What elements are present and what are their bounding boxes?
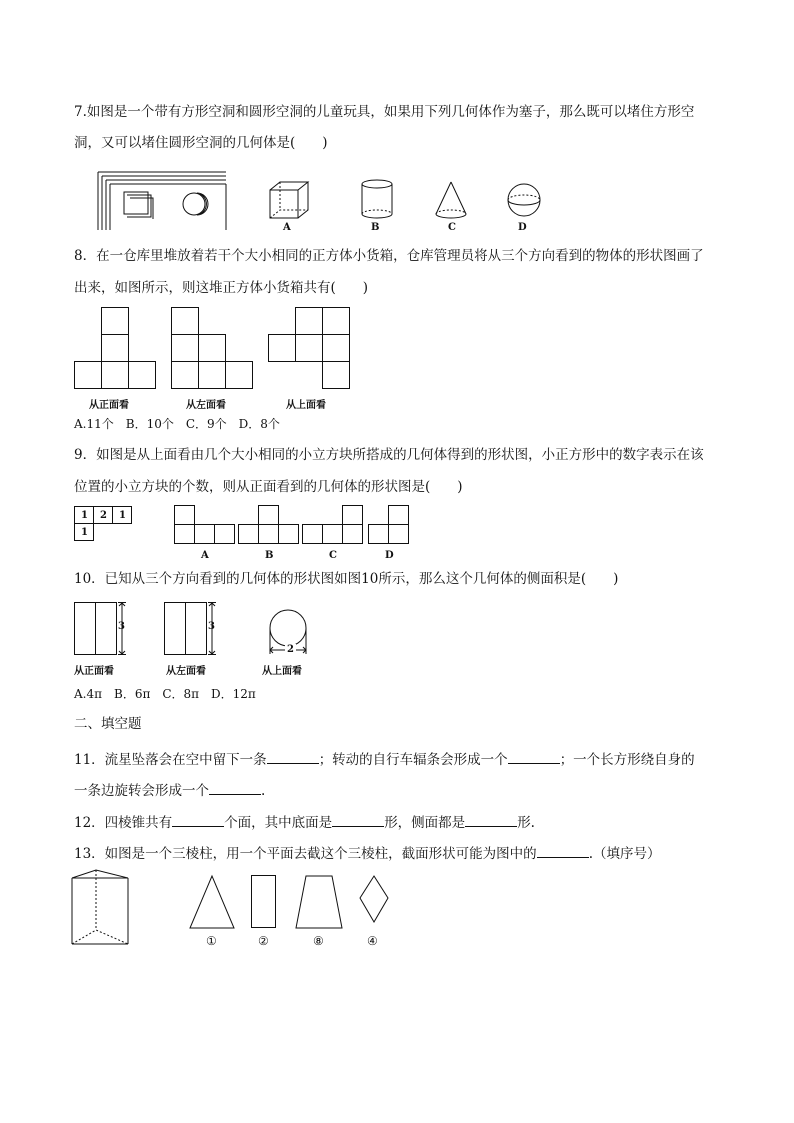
section-rhombus	[358, 874, 390, 924]
grid-number: 1	[119, 510, 126, 521]
label-a: A	[283, 222, 291, 233]
answer-blank[interactable]	[267, 751, 319, 764]
shape-label: ①	[206, 934, 217, 948]
dimension-label: 2	[287, 644, 294, 655]
q11-text: 一条边旋转会形成一个	[74, 783, 209, 799]
section-trapezoid	[294, 874, 344, 930]
cylinder-option-b	[360, 178, 394, 222]
front-view-grid	[74, 307, 158, 391]
section-rectangle	[250, 874, 278, 930]
q9-option-d-grid	[368, 505, 410, 545]
top-view-grid	[268, 307, 352, 391]
dimension-label: 3	[208, 621, 215, 632]
grid-number: 2	[100, 510, 107, 521]
caption-top-view: 从上面看	[286, 400, 326, 411]
q9-option-a-grid	[174, 505, 236, 545]
label-b: B	[265, 550, 274, 561]
q9-option-b-grid	[238, 505, 300, 545]
answer-blank[interactable]	[465, 814, 517, 827]
q10-options: A.4π B．6π C．8π D．12π	[74, 687, 256, 701]
cube-option-a	[268, 180, 310, 222]
answer-blank[interactable]	[172, 814, 224, 827]
grid-number: 1	[81, 510, 88, 521]
answer-blank[interactable]	[209, 782, 261, 795]
shape-label: ④	[367, 934, 378, 948]
q11-line2	[74, 782, 265, 799]
grid-number: 1	[81, 527, 88, 538]
section-heading: 二、填空题	[74, 716, 142, 732]
q13-text: .（填序号）	[588, 846, 661, 862]
caption-top-view: 从上面看	[262, 666, 302, 677]
q8-options: A.11个 B．10个 C．9个 D．8个	[74, 417, 280, 431]
q12-text: 形，侧面都是	[384, 815, 466, 831]
q11-text: ；一个长方形绕自身的	[559, 752, 695, 768]
q13-text: 13．如图是一个三棱柱，用一个平面去截这个三棱柱，截面形状可能为图中的	[74, 846, 537, 862]
caption-left-view: 从左面看	[166, 666, 206, 677]
q11-text: 11．流星坠落会在空中留下一条	[74, 752, 267, 768]
label-d: D	[385, 550, 394, 561]
dimension-label: 3	[118, 621, 125, 632]
answer-blank[interactable]	[332, 814, 384, 827]
label-a: A	[201, 550, 209, 561]
cone-option-c	[434, 180, 468, 222]
q7-text-line1: 7.如图是一个带有方形空洞和圆形空洞的儿童玩具，如果用下列几何体作为塞子，那么既可以堵住方形空	[74, 104, 695, 120]
caption-front-view: 从正面看	[74, 666, 114, 677]
triangular-prism-figure	[70, 868, 132, 948]
label-d: D	[518, 222, 527, 233]
caption-left-view: 从左面看	[186, 400, 226, 411]
label-b: B	[371, 222, 380, 233]
toy-figure	[96, 170, 236, 232]
q11-text: .	[261, 783, 266, 799]
q7-text-line2: 洞，又可以堵住圆形空洞的几何体是( )	[74, 135, 328, 151]
caption-front-view: 从正面看	[89, 400, 129, 411]
left-view-grid	[171, 307, 255, 391]
q9-text-line1: 9．如图是从上面看由几个大小相同的小立方块所搭成的几何体得到的形状图，小正方形中的数字表示在该	[74, 447, 704, 463]
section-triangle	[188, 874, 236, 930]
shape-label: ②	[258, 934, 269, 948]
shape-label: ⑧	[313, 934, 324, 948]
q10-text: 10．已知从三个方向看到的几何体的形状图如图10所示，那么这个几何体的侧面积是( )	[74, 571, 619, 587]
answer-blank[interactable]	[508, 751, 560, 764]
q8-text-line1: 8．在一仓库里堆放着若干个大小相同的正方体小货箱，仓库管理员将从三个方向看到的物体的形状图画了	[74, 248, 704, 264]
q9-option-c-grid	[302, 505, 364, 545]
q12-text: 12．四棱锥共有	[74, 815, 173, 831]
q9-text-line2: 位置的小立方块的个数，则从正面看到的几何体的形状图是( )	[74, 479, 463, 495]
q11-line1	[74, 751, 695, 768]
answer-blank[interactable]	[537, 845, 589, 858]
sphere-option-d	[506, 182, 542, 218]
label-c: C	[448, 222, 456, 233]
label-c: C	[329, 550, 337, 561]
q13-line	[74, 845, 660, 862]
q8-text-line2: 出来，如图所示，则这堆正方体小货箱共有( )	[74, 280, 369, 296]
q12-line	[74, 814, 535, 831]
q11-text: ；转动的自行车辐条会形成一个	[318, 752, 508, 768]
q12-text: 形.	[517, 815, 535, 831]
q12-text: 个面，其中底面是	[224, 815, 333, 831]
